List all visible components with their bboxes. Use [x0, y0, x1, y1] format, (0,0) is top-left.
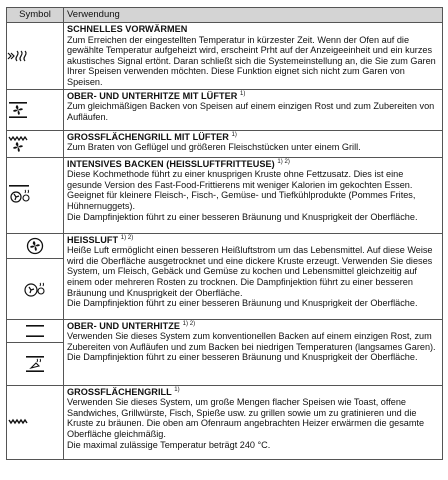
usage-cell	[64, 157, 443, 233]
symbol-cell	[7, 130, 64, 157]
row-text: Zum gleichmäßigen Backen von Speisen auf einem einzigen Rost und zum Zubereiten von Aufläufen.	[67, 101, 435, 122]
row-text: Zum Braten von Geflügel und größeren Fleischstücken unter einem Grill.	[67, 142, 361, 153]
header-symbol: Symbol	[7, 8, 64, 23]
row-title: GROSSFLÄCHENGRILL MIT LÜFTER	[67, 131, 229, 142]
row-title: GROSSFLÄCHENGRILL	[67, 386, 172, 397]
symbol-cell	[7, 157, 64, 233]
usage-cell	[64, 23, 443, 90]
symbol-cell	[7, 23, 64, 90]
symbol-cell	[7, 319, 64, 385]
header-usage: Verwendung	[64, 8, 443, 23]
row-text: Verwenden Sie dieses System, um große Mengen flacher Speisen wie Toast, offene Sandwiches, Grillwürste, Fisch, Spieße usw. zu grillen sowie um zu gratinieren und die Kruste zu bräunen. Die oben am Ofenraum angebrachten Heizer erwärmen die gesamte Oberfläche gleichmäßig.	[67, 397, 425, 439]
usage-cell	[64, 233, 443, 319]
row-text: Heiße Luft ermöglicht einen besseren Heißluftstrom um das Lebensmittel. Auf diese Weise wird die Oberfläche ausgetrocknet und eine dickere Kruste erzeugt. Verwenden Sie dieses System, um Fleisch, Gebäck und Gemüse zu kochen und Lebensmittel gleichzeitig auf einem oder mehreren Rosten zu trocknen. Die Dampfinjektion führt zu einer besseren Bräunung und Knusprigkeit der Oberfläche.	[67, 245, 433, 298]
air-fry-steam-icon	[7, 184, 33, 206]
row-text: Verwenden Sie dieses System zum konventionellen Backen auf einem einzigen Rost, zum Zubereiten von Aufläufen und zum Backen bei niedrigen Temperaturen (langsames Garen).	[67, 331, 436, 352]
row-text: Die Dampfinjektion führt zu einer besseren Bräunung und Knusprigkeit der Oberfläche.	[67, 211, 418, 222]
footnote-ref: 1) 2)	[277, 158, 290, 165]
table-row	[7, 233, 443, 319]
table-row	[7, 23, 443, 90]
footnote-ref: 1)	[231, 131, 237, 138]
table-row	[7, 319, 443, 385]
table-row	[7, 157, 443, 233]
usage-cell	[64, 319, 443, 385]
usage-cell	[64, 89, 443, 130]
top-bottom-steam-icon	[24, 355, 46, 373]
row-text: Die Dampfinjektion führt zu einer besseren Bräunung und Knusprigkeit der Oberfläche.	[67, 298, 418, 309]
symbol-cell	[7, 385, 64, 459]
footnote-ref: 1) 2)	[120, 234, 134, 241]
footnote-ref: 1) 2)	[182, 320, 196, 327]
usage-cell	[64, 130, 443, 157]
table-header-row	[7, 8, 443, 23]
large-grill-icon	[7, 417, 29, 427]
table-row	[7, 385, 443, 459]
row-text: Diese Kochmethode führt zu einer knusprigen Kruste ohne Fettzusatz. Dies ist eine gesunde Version des Fast-Food-Frittierens mit weniger Kalorien im gekochten Essen. Geeignet für kleinere Fleisch-, Fisch-, Gemüse- und Tiefkühlprodukte (Pommes Frites, Hühnernuggets).	[67, 169, 416, 211]
symbol-cell	[7, 233, 64, 319]
row-text: Die maximal zulässige Temperatur beträgt 240 °C.	[67, 439, 271, 450]
table-row	[7, 130, 443, 157]
top-bottom-heat-icon	[24, 324, 46, 338]
row-text: Zum Erreichen der eingestellten Temperatur in kürzester Zeit. Wenn der Ofen auf die gewählte Temperatur aufgeheizt wird, erscheint Prht auf der Anzeigeeinheit und ein kurzes akustisches Signal ertönt. Daran schließt sich die Systemeinstellung an, die Sie zum Garen Ihrer Speisen verwenden möchten. Diese Funktion eignet sich nicht zum Garen von Speisen.	[67, 34, 436, 87]
row-text: Die Dampfinjektion führt zu einer besseren Bräunung und Knusprigkeit der Oberfläche.	[67, 352, 418, 363]
row-title: INTENSIVES BACKEN (HEISSLUFTFRITTEUSE)	[67, 158, 275, 169]
footnote-ref: 1)	[174, 386, 180, 393]
row-title: HEISSLUFT	[67, 234, 119, 245]
row-title: SCHNELLES VORWÄRMEN	[67, 24, 188, 34]
table-row	[7, 89, 443, 130]
top-bottom-fan-icon	[7, 101, 29, 119]
fast-preheat-icon	[7, 49, 29, 63]
hot-air-icon	[25, 236, 45, 256]
hot-air-steam-icon	[23, 279, 47, 299]
function-table	[6, 7, 443, 460]
symbol-cell	[7, 89, 64, 130]
row-title: OBER- UND UNTERHITZE	[67, 320, 181, 331]
row-title: OBER- UND UNTERHITZE MIT LÜFTER	[67, 90, 238, 101]
usage-cell	[64, 385, 443, 459]
footnote-ref: 1)	[239, 90, 246, 97]
function-table-wrapper	[6, 7, 442, 460]
large-grill-fan-icon	[7, 135, 29, 153]
